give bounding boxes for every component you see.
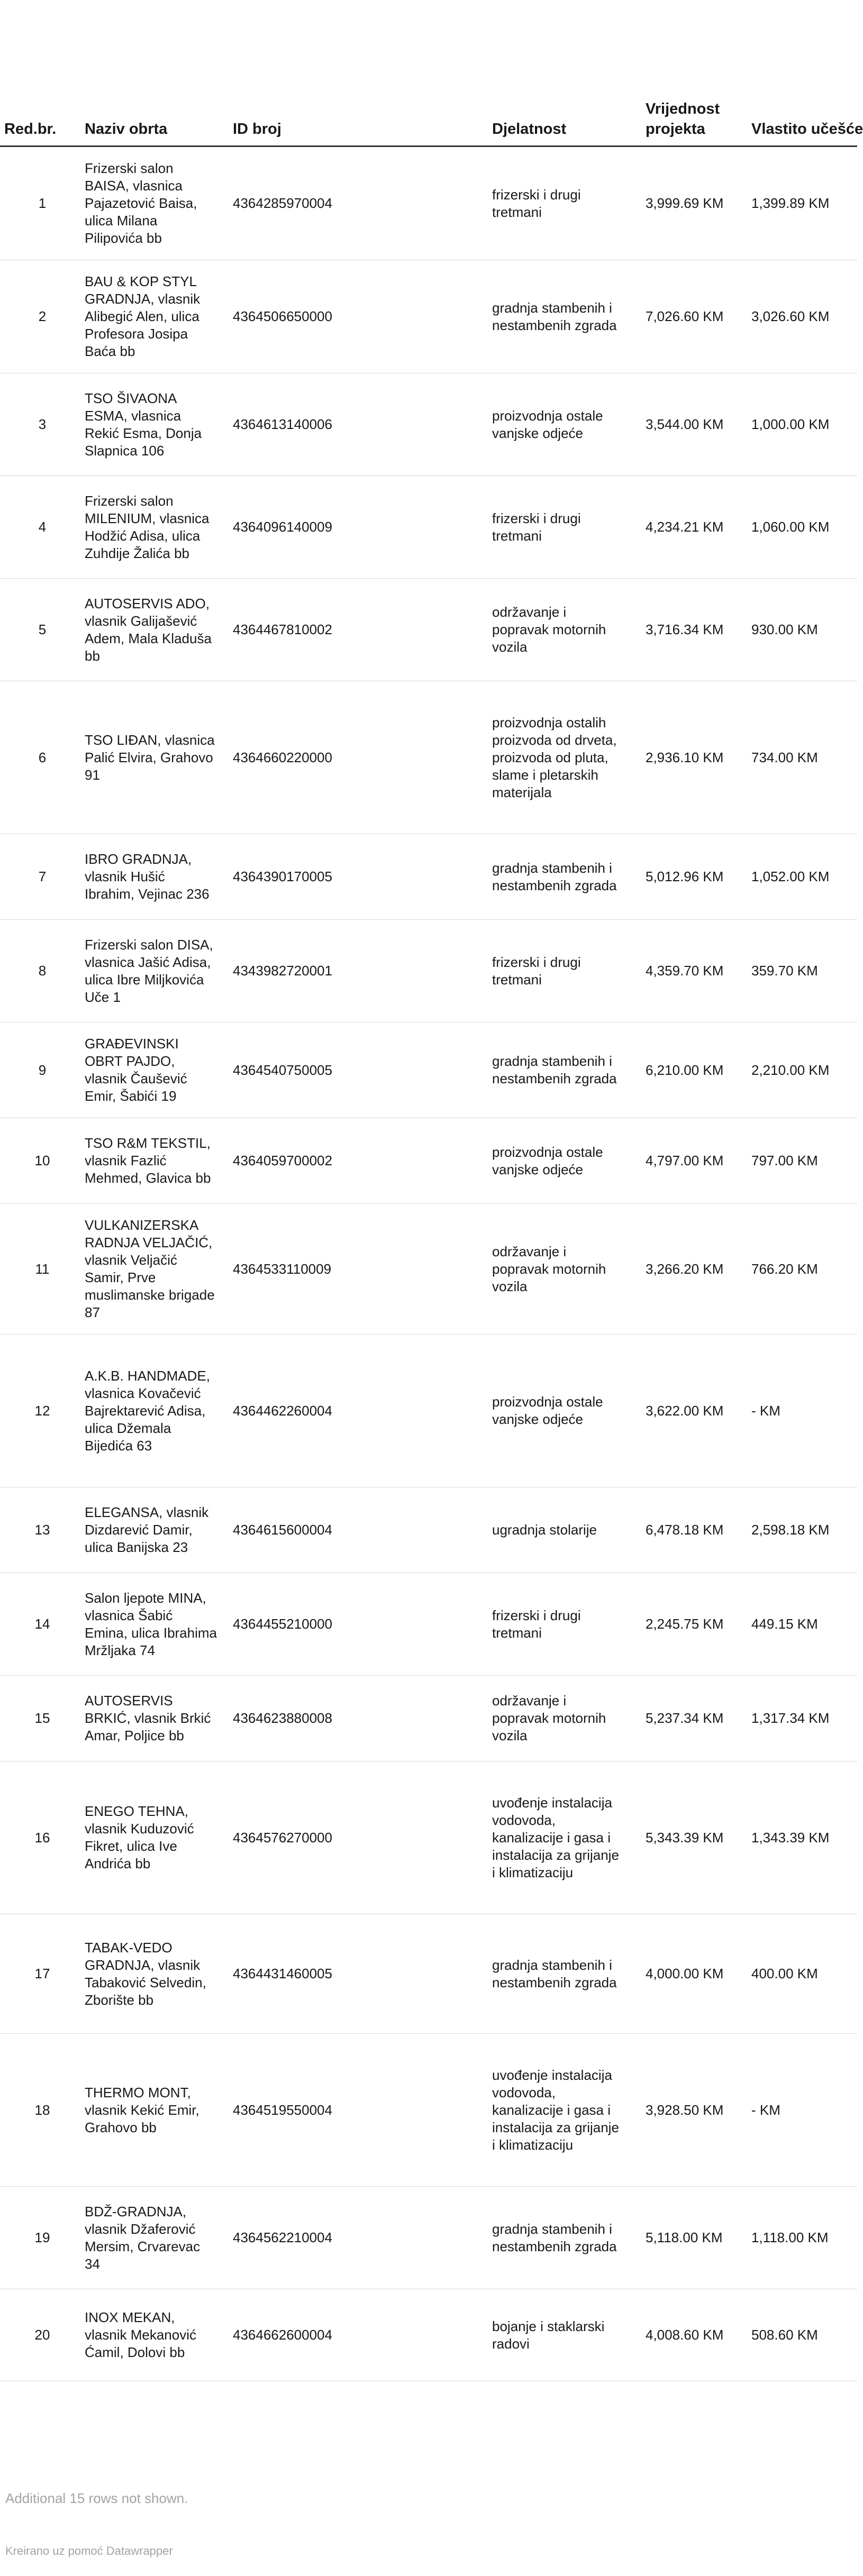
cell-vlastito-ucesce: 1,343.39 KM: [751, 1761, 857, 1914]
table-row: [0, 373, 857, 476]
cell-red-br: 12: [0, 1335, 85, 1487]
cell-djelatnost: gradnja stambenih i nestambenih zgrada: [492, 1022, 646, 1118]
cell-djelatnost: gradnja stambenih i nestambenih zgrada: [492, 260, 646, 373]
cell-id-broj: 4364285970004: [233, 147, 492, 260]
cell-vlastito-ucesce: 1,060.00 KM: [751, 476, 857, 579]
cell-vrijednost-projekta: 6,210.00 KM: [646, 1022, 751, 1118]
table-row: [0, 1573, 857, 1676]
cell-vrijednost-projekta: 3,716.34 KM: [646, 579, 751, 681]
cell-id-broj: 4364615600004: [233, 1487, 492, 1573]
table-row: [0, 920, 857, 1022]
cell-naziv-obrta: IBRO GRADNJA, vlasnik Hušić Ibrahim, Vejinac 236: [85, 834, 233, 920]
cell-djelatnost: frizerski i drugi tretmani: [492, 1573, 646, 1676]
cell-naziv-obrta: TABAK-VEDO GRADNJA, vlasnik Tabaković Selvedin, Zborište bb: [85, 1914, 233, 2034]
cell-id-broj: 4364467810002: [233, 579, 492, 681]
cell-red-br: 19: [0, 2187, 85, 2289]
cell-djelatnost: održavanje i popravak motornih vozila: [492, 579, 646, 681]
cell-djelatnost: gradnja stambenih i nestambenih zgrada: [492, 2187, 646, 2289]
cell-vrijednost-projekta: 2,245.75 KM: [646, 1573, 751, 1676]
header-djelatnost[interactable]: Djelatnost: [492, 95, 646, 147]
table-row: [0, 2289, 857, 2381]
cell-vrijednost-projekta: 3,544.00 KM: [646, 373, 751, 476]
cell-red-br: 3: [0, 373, 85, 476]
cell-red-br: 8: [0, 920, 85, 1022]
cell-id-broj: 4364455210000: [233, 1573, 492, 1676]
cell-naziv-obrta: VULKANIZERSKA RADNJA VELJAČIĆ, vlasnik Veljačić Samir, Prve muslimanske brigade 87: [85, 1204, 233, 1335]
table-row: [0, 260, 857, 373]
cell-naziv-obrta: THERMO MONT, vlasnik Kekić Emir, Grahovo bb: [85, 2034, 233, 2187]
cell-vrijednost-projekta: 3,928.50 KM: [646, 2034, 751, 2187]
cell-vlastito-ucesce: 3,026.60 KM: [751, 260, 857, 373]
cell-djelatnost: ugradnja stolarije: [492, 1487, 646, 1573]
table-row: [0, 1335, 857, 1487]
cell-id-broj: 4364462260004: [233, 1335, 492, 1487]
table-row: [0, 2034, 857, 2187]
cell-vlastito-ucesce: - KM: [751, 1335, 857, 1487]
table-header-row: [0, 95, 857, 147]
cell-red-br: 11: [0, 1204, 85, 1335]
cell-vrijednost-projekta: 4,797.00 KM: [646, 1118, 751, 1204]
cell-vrijednost-projekta: 4,359.70 KM: [646, 920, 751, 1022]
table-row: [0, 1204, 857, 1335]
cell-id-broj: 4364613140006: [233, 373, 492, 476]
cell-vlastito-ucesce: 1,118.00 KM: [751, 2187, 857, 2289]
cell-red-br: 20: [0, 2289, 85, 2381]
table-row: [0, 834, 857, 920]
cell-djelatnost: održavanje i popravak motornih vozila: [492, 1204, 646, 1335]
cell-vrijednost-projekta: 5,343.39 KM: [646, 1761, 751, 1914]
cell-red-br: 15: [0, 1676, 85, 1761]
cell-vlastito-ucesce: 930.00 KM: [751, 579, 857, 681]
cell-djelatnost: frizerski i drugi tretmani: [492, 147, 646, 260]
data-table: [0, 95, 863, 2381]
cell-red-br: 17: [0, 1914, 85, 2034]
cell-djelatnost: frizerski i drugi tretmani: [492, 476, 646, 579]
cell-red-br: 7: [0, 834, 85, 920]
header-red-br[interactable]: Red.br.: [0, 95, 85, 147]
cell-naziv-obrta: BAU & KOP STYL GRADNJA, vlasnik Alibegić Alen, ulica Profesora Josipa Baća bb: [85, 260, 233, 373]
table-row: [0, 1761, 857, 1914]
table-row: [0, 1487, 857, 1573]
cell-id-broj: 4364660220000: [233, 681, 492, 834]
cell-vlastito-ucesce: 2,598.18 KM: [751, 1487, 857, 1573]
cell-vrijednost-projekta: 4,000.00 KM: [646, 1914, 751, 2034]
cell-vlastito-ucesce: 766.20 KM: [751, 1204, 857, 1335]
cell-id-broj: 4364059700002: [233, 1118, 492, 1204]
cell-vlastito-ucesce: 359.70 KM: [751, 920, 857, 1022]
cell-vrijednost-projekta: 6,478.18 KM: [646, 1487, 751, 1573]
footnote: Additional 15 rows not shown.: [5, 2490, 188, 2506]
cell-djelatnost: gradnja stambenih i nestambenih zgrada: [492, 1914, 646, 2034]
cell-red-br: 18: [0, 2034, 85, 2187]
cell-vrijednost-projekta: 4,234.21 KM: [646, 476, 751, 579]
table-row: [0, 1676, 857, 1761]
cell-vlastito-ucesce: 508.60 KM: [751, 2289, 857, 2381]
cell-vrijednost-projekta: 5,118.00 KM: [646, 2187, 751, 2289]
cell-id-broj: 4364662600004: [233, 2289, 492, 2381]
cell-naziv-obrta: Frizerski salon BAISA, vlasnica Pajazetović Baisa, ulica Milana Pilipovića bb: [85, 147, 233, 260]
cell-red-br: 14: [0, 1573, 85, 1676]
cell-id-broj: 4364540750005: [233, 1022, 492, 1118]
table-row: [0, 1914, 857, 2034]
table-container[interactable]: [0, 95, 863, 2381]
cell-naziv-obrta: A.K.B. HANDMADE, vlasnica Kovačević Bajrektarević Adisa, ulica Džemala Bijedića 63: [85, 1335, 233, 1487]
cell-vrijednost-projekta: 5,237.34 KM: [646, 1676, 751, 1761]
cell-naziv-obrta: BDŽ-GRADNJA, vlasnik Džaferović Mersim, Crvarevac 34: [85, 2187, 233, 2289]
cell-red-br: 9: [0, 1022, 85, 1118]
cell-id-broj: 4364562210004: [233, 2187, 492, 2289]
cell-djelatnost: frizerski i drugi tretmani: [492, 920, 646, 1022]
table-row: [0, 579, 857, 681]
cell-vlastito-ucesce: 2,210.00 KM: [751, 1022, 857, 1118]
cell-djelatnost: održavanje i popravak motornih vozila: [492, 1676, 646, 1761]
cell-red-br: 1: [0, 147, 85, 260]
cell-id-broj: 4364096140009: [233, 476, 492, 579]
cell-naziv-obrta: TSO ŠIVAONA ESMA, vlasnica Rekić Esma, Donja Slapnica 106: [85, 373, 233, 476]
cell-vlastito-ucesce: 734.00 KM: [751, 681, 857, 834]
cell-naziv-obrta: ENEGO TEHNA, vlasnik Kuduzović Fikret, ulica Ive Andrića bb: [85, 1761, 233, 1914]
cell-naziv-obrta: TSO LIĐAN, vlasnica Palić Elvira, Grahovo 91: [85, 681, 233, 834]
cell-id-broj: 4364576270000: [233, 1761, 492, 1914]
table-row: [0, 2187, 857, 2289]
cell-red-br: 5: [0, 579, 85, 681]
table-body: [0, 147, 857, 2381]
table-row: [0, 1022, 857, 1118]
header-vrijednost-projekta[interactable]: Vrijednost projekta: [646, 95, 751, 147]
cell-naziv-obrta: AUTOSERVIS BRKIĆ, vlasnik Brkić Amar, Poljice bb: [85, 1676, 233, 1761]
cell-id-broj: 4364390170005: [233, 834, 492, 920]
cell-red-br: 13: [0, 1487, 85, 1573]
cell-naziv-obrta: Frizerski salon MILENIUM, vlasnica Hodžić Adisa, ulica Zuhdije Žalića bb: [85, 476, 233, 579]
cell-djelatnost: uvođenje instalacija vodovoda, kanalizacije i gasa i instalacija za grijanje i klimatizaciju: [492, 1761, 646, 1914]
table-row: [0, 147, 857, 260]
cell-id-broj: 4364506650000: [233, 260, 492, 373]
header-naziv-obrta[interactable]: Naziv obrta: [85, 95, 233, 147]
cell-naziv-obrta: INOX MEKAN, vlasnik Mekanović Ćamil, Dolovi bb: [85, 2289, 233, 2381]
cell-vlastito-ucesce: 1,399.89 KM: [751, 147, 857, 260]
cell-red-br: 6: [0, 681, 85, 834]
cell-vrijednost-projekta: 4,008.60 KM: [646, 2289, 751, 2381]
table-row: [0, 476, 857, 579]
cell-naziv-obrta: ELEGANSA, vlasnik Dizdarević Damir, ulica Banijska 23: [85, 1487, 233, 1573]
cell-id-broj: 4364431460005: [233, 1914, 492, 2034]
cell-djelatnost: proizvodnja ostale vanjske odjeće: [492, 1335, 646, 1487]
cell-naziv-obrta: TSO R&M TEKSTIL, vlasnik Fazlić Mehmed, Glavica bb: [85, 1118, 233, 1204]
cell-vrijednost-projekta: 3,266.20 KM: [646, 1204, 751, 1335]
cell-djelatnost: gradnja stambenih i nestambenih zgrada: [492, 834, 646, 920]
cell-id-broj: 4343982720001: [233, 920, 492, 1022]
cell-vlastito-ucesce: 1,317.34 KM: [751, 1676, 857, 1761]
cell-djelatnost: uvođenje instalacija vodovoda, kanalizacije i gasa i instalacija za grijanje i klimatizaciju: [492, 2034, 646, 2187]
cell-naziv-obrta: Salon ljepote MINA, vlasnica Šabić Emina, ulica Ibrahima Mržljaka 74: [85, 1573, 233, 1676]
cell-naziv-obrta: AUTOSERVIS ADO, vlasnik Galijašević Adem, Mala Kladuša bb: [85, 579, 233, 681]
cell-vrijednost-projekta: 7,026.60 KM: [646, 260, 751, 373]
header-id-broj[interactable]: ID broj: [233, 95, 492, 147]
cell-vlastito-ucesce: 1,052.00 KM: [751, 834, 857, 920]
cell-red-br: 2: [0, 260, 85, 373]
cell-id-broj: 4364519550004: [233, 2034, 492, 2187]
cell-vlastito-ucesce: - KM: [751, 2034, 857, 2187]
cell-vrijednost-projekta: 3,622.00 KM: [646, 1335, 751, 1487]
cell-red-br: 4: [0, 476, 85, 579]
header-vlastito-ucesce[interactable]: Vlastito učešće: [751, 95, 857, 147]
cell-naziv-obrta: Frizerski salon DISA, vlasnica Jašić Adisa, ulica Ibre Miljkovića Uče 1: [85, 920, 233, 1022]
cell-vrijednost-projekta: 3,999.69 KM: [646, 147, 751, 260]
credit-line: Kreirano uz pomoć Datawrapper: [5, 2544, 173, 2557]
cell-vlastito-ucesce: 797.00 KM: [751, 1118, 857, 1204]
table-row: [0, 1118, 857, 1204]
cell-djelatnost: proizvodnja ostale vanjske odjeće: [492, 373, 646, 476]
cell-vrijednost-projekta: 5,012.96 KM: [646, 834, 751, 920]
cell-djelatnost: proizvodnja ostalih proizvoda od drveta, proizvoda od pluta, slame i pletarskih materijala: [492, 681, 646, 834]
cell-vlastito-ucesce: 449.15 KM: [751, 1573, 857, 1676]
cell-naziv-obrta: GRAĐEVINSKI OBRT PAJDO, vlasnik Čaušević Emir, Šabići 19: [85, 1022, 233, 1118]
cell-red-br: 16: [0, 1761, 85, 1914]
cell-red-br: 10: [0, 1118, 85, 1204]
table-row: [0, 681, 857, 834]
cell-vlastito-ucesce: 400.00 KM: [751, 1914, 857, 2034]
cell-vrijednost-projekta: 2,936.10 KM: [646, 681, 751, 834]
cell-id-broj: 4364533110009: [233, 1204, 492, 1335]
cell-id-broj: 4364623880008: [233, 1676, 492, 1761]
cell-djelatnost: bojanje i staklarski radovi: [492, 2289, 646, 2381]
cell-vlastito-ucesce: 1,000.00 KM: [751, 373, 857, 476]
cell-djelatnost: proizvodnja ostale vanjske odjeće: [492, 1118, 646, 1204]
